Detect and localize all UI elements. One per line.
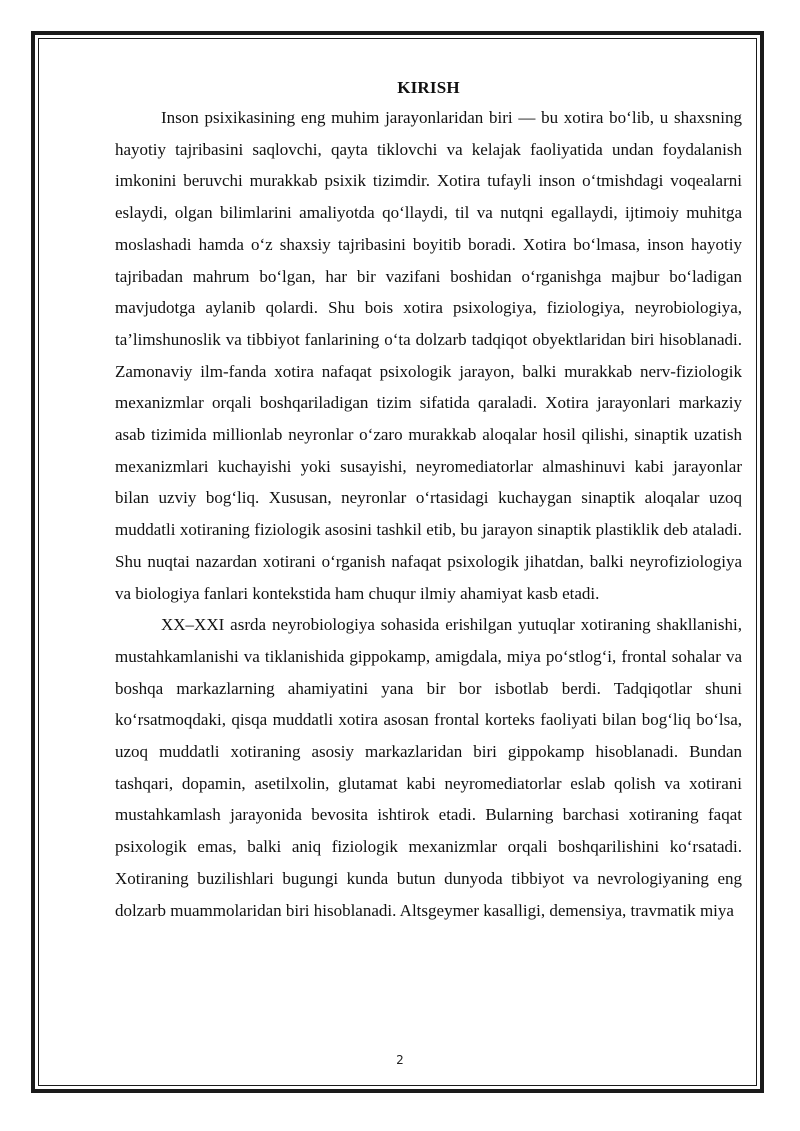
section-heading: KIRISH <box>397 78 460 97</box>
paragraph-2: XX–XXI asrda neyrobiologiya sohasida erishilgan yutuqlar xotiraning shakllanishi, mustahkamlanishi va tiklanishida gippokamp, amigdala, miya po‘stlog‘i, frontal sohalar va boshqa markazlarning ahamiyatini yana bir bor isbotlab berdi. Tadqiqotlar shuni ko‘rsatmoqdaki, qisqa muddatli xotira asosan frontal korteks faoliyati bilan bog‘liq bo‘lsa, uzoq muddatli xotiraning asosiy markazlaridan biri gippokamp hisoblanadi. Bundan tashqari, dopamin, asetilxolin, glutamat kabi neyromediatorlar eslab qolish va xotirani mustahkamlash jarayonida bevosita ishtirok etadi. Bularning barchasi xotiraning faqat psixologik emas, balki aniq fiziologik mexanizmlar orqali boshqarilishini ko‘rsatadi. Xotiraning buzilishlari bugungi kunda butun dunyoda tibbiyot va nevrologiyaning eng dolzarb muammolaridan biri hisoblanadi. Altsgeymer kasalligi, demensiya, travmatik miya <box>115 615 742 920</box>
paragraph-1: Inson psixikasining eng muhim jarayonlaridan biri — bu xotira bo‘lib, u shaxsning hayotiy tajribasini saqlovchi, qayta tiklovchi va kelajak faoliyatida undan foydalanish imkonini beruvchi murakkab psixik tizimdir. Xotira tufayli inson o‘tmishdagi voqealarni eslaydi, olgan bilimlarini amaliyotda qo‘llaydi, til va nutqni egallaydi, ijtimoiy muhitga moslashadi hamda o‘z shaxsiy tajribasini boyitib boradi. Xotira bo‘lmasa, inson hayotiy tajribadan mahrum bo‘lgan, har bir vazifani boshidan o‘rganishga majbur bo‘ladigan mavjudotga aylanib qolardi. Shu bois xotira psixologiya, fiziologiya, neyrobiologiya, ta’limshunoslik va tibbiyot fanlarining o‘ta dolzarb tadqiqot obyektlaridan biri hisoblanadi. Zamonaviy ilm-fanda xotira nafaqat psixologik jarayon, balki murakkab nerv-fiziologik mexanizmlar orqali boshqariladigan tizim sifatida qaraladi. Xotira jarayonlari markaziy asab tizimida millionlab neyronlar o‘zaro murakkab aloqalar hosil qilishi, sinaptik uzatish mexanizmlari kuchayishi yoki susayishi, neyromediatorlar almashinuvi kabi jarayonlar bilan uzviy bog‘liq. Xususan, neyronlar o‘rtasidagi kuchaygan sinaptik aloqalar uzoq muddatli xotiraning fiziologik asosini tashkil etib, bu jarayon sinaptik plastiklik deb ataladi. Shu nuqtai nazardan xotirani o‘rganish nafaqat psixologik jihatdan, balki neyrofiziologiya va biologiya fanlari kontekstida ham chuqur ilmiy ahamiyat kasb etadi. <box>115 108 742 603</box>
page-number: 2 <box>396 1053 404 1067</box>
document-body <box>115 74 742 926</box>
